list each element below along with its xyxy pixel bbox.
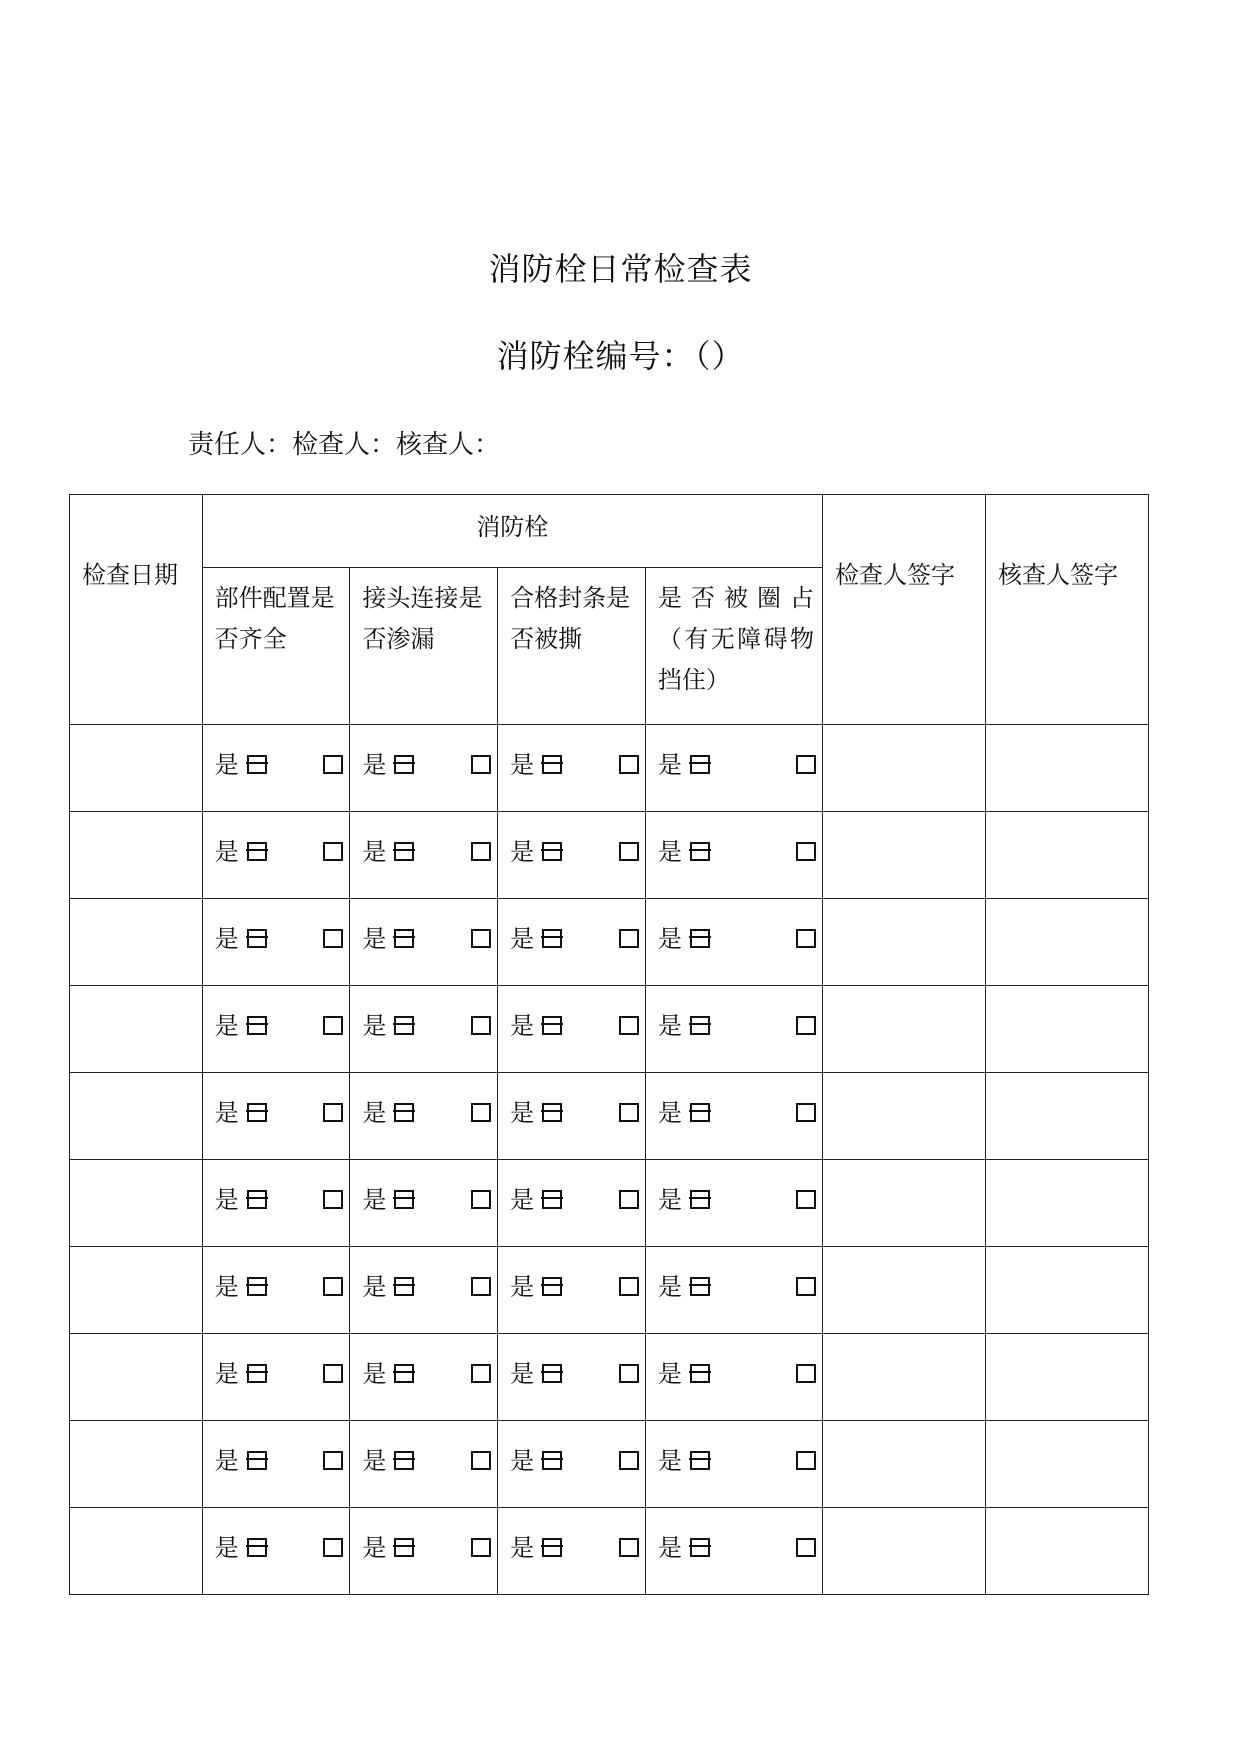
joint-leak-check-cell xyxy=(350,986,498,1073)
components-check-cell xyxy=(202,1160,350,1247)
no-checkbox-icon[interactable] xyxy=(796,1538,816,1557)
no-checkbox-icon[interactable] xyxy=(471,1103,491,1122)
joint-leak-check-cell xyxy=(350,1508,498,1595)
yes-checkbox-icon[interactable] xyxy=(394,842,414,861)
reviewer-sign-cell[interactable] xyxy=(985,1334,1148,1421)
reviewer-sign-cell[interactable] xyxy=(985,899,1148,986)
yes-label: 是 xyxy=(510,1186,535,1214)
no-checkbox-icon[interactable] xyxy=(619,842,639,861)
no-checkbox-icon[interactable] xyxy=(619,755,639,774)
inspector-sign-cell[interactable] xyxy=(823,1247,986,1334)
yes-checkbox-icon[interactable] xyxy=(542,929,562,948)
inspector-sign-cell[interactable] xyxy=(823,899,986,986)
no-checkbox-icon[interactable] xyxy=(619,1364,639,1383)
no-checkbox-icon[interactable] xyxy=(796,1277,816,1296)
no-checkbox-icon[interactable] xyxy=(323,1103,343,1122)
inspector-sign-cell[interactable] xyxy=(823,1508,986,1595)
yes-checkbox-icon[interactable] xyxy=(247,1016,267,1035)
reviewer-sign-cell[interactable] xyxy=(985,1073,1148,1160)
yes-label: 是 xyxy=(657,1273,682,1301)
seal-torn-check-cell xyxy=(498,899,646,986)
inspector-sign-cell[interactable] xyxy=(823,725,986,812)
yes-label: 是 xyxy=(510,1534,535,1562)
inspector-sign-cell[interactable] xyxy=(823,1160,986,1247)
reviewer-sign-cell[interactable] xyxy=(985,986,1148,1073)
yes-label: 是 xyxy=(214,1012,239,1040)
reviewer-sign-header: 核查人签字 xyxy=(985,495,1148,725)
no-checkbox-icon[interactable] xyxy=(323,842,343,861)
date-cell[interactable] xyxy=(70,812,203,899)
no-checkbox-icon[interactable] xyxy=(796,842,816,861)
no-checkbox-icon[interactable] xyxy=(796,929,816,948)
yes-label: 是 xyxy=(657,1099,682,1127)
date-cell[interactable] xyxy=(70,725,203,812)
no-checkbox-icon[interactable] xyxy=(619,1103,639,1122)
yes-label: 是 xyxy=(657,838,682,866)
table-row xyxy=(70,812,1149,899)
reviewer-sign-cell[interactable] xyxy=(985,812,1148,899)
persons-line: 责任人：检查人：核查人： xyxy=(188,430,501,460)
date-cell[interactable] xyxy=(70,986,203,1073)
yes-checkbox-icon[interactable] xyxy=(247,1277,267,1296)
no-checkbox-icon[interactable] xyxy=(471,842,491,861)
joint-leak-check-cell xyxy=(350,725,498,812)
obstruction-check-cell xyxy=(645,1160,822,1247)
yes-label: 是 xyxy=(362,1012,387,1040)
joint-leak-check-cell xyxy=(350,1421,498,1508)
yes-checkbox-icon[interactable] xyxy=(247,1190,267,1209)
obstruction-check-cell xyxy=(645,1508,822,1595)
yes-checkbox-icon[interactable] xyxy=(394,1103,414,1122)
seal-torn-check-cell xyxy=(498,1421,646,1508)
yes-label: 是 xyxy=(214,1534,239,1562)
yes-checkbox-icon[interactable] xyxy=(690,1538,710,1557)
inspector-sign-header: 检查人签字 xyxy=(823,495,986,725)
seal-torn-header: 合格封条是否被撕 xyxy=(498,568,646,725)
yes-checkbox-icon[interactable] xyxy=(247,1103,267,1122)
joint-leak-header: 接头连接是否渗漏 xyxy=(350,568,498,725)
inspector-sign-cell[interactable] xyxy=(823,812,986,899)
date-cell[interactable] xyxy=(70,1421,203,1508)
yes-label: 是 xyxy=(214,1186,239,1214)
reviewer-sign-cell[interactable] xyxy=(985,1508,1148,1595)
yes-checkbox-icon[interactable] xyxy=(247,1451,267,1470)
yes-label: 是 xyxy=(510,1012,535,1040)
yes-checkbox-icon[interactable] xyxy=(247,1538,267,1557)
yes-checkbox-icon[interactable] xyxy=(394,1451,414,1470)
components-check-cell xyxy=(202,1073,350,1160)
yes-label: 是 xyxy=(362,1273,387,1301)
joint-leak-check-cell xyxy=(350,812,498,899)
yes-label: 是 xyxy=(362,751,387,779)
no-checkbox-icon[interactable] xyxy=(471,1451,491,1470)
inspector-sign-cell[interactable] xyxy=(823,986,986,1073)
components-check-cell xyxy=(202,1421,350,1508)
obstruction-check-cell xyxy=(645,899,822,986)
seal-torn-check-cell xyxy=(498,1508,646,1595)
inspection-table xyxy=(69,494,1149,1595)
table-row xyxy=(70,986,1149,1073)
yes-label: 是 xyxy=(362,1534,387,1562)
no-checkbox-icon[interactable] xyxy=(471,1277,491,1296)
inspector-sign-cell[interactable] xyxy=(823,1334,986,1421)
joint-leak-check-cell xyxy=(350,1160,498,1247)
obstruction-check-cell xyxy=(645,1073,822,1160)
components-check-cell xyxy=(202,899,350,986)
yes-label: 是 xyxy=(510,1360,535,1388)
components-check-cell xyxy=(202,986,350,1073)
obstruction-check-cell xyxy=(645,725,822,812)
reviewer-sign-cell[interactable] xyxy=(985,1421,1148,1508)
page-title: 消防栓日常检查表 xyxy=(488,250,753,288)
date-cell[interactable] xyxy=(70,1247,203,1334)
yes-checkbox-icon[interactable] xyxy=(394,1538,414,1557)
yes-checkbox-icon[interactable] xyxy=(247,842,267,861)
no-checkbox-icon[interactable] xyxy=(619,1451,639,1470)
no-checkbox-icon[interactable] xyxy=(323,929,343,948)
yes-label: 是 xyxy=(214,925,239,953)
date-cell[interactable] xyxy=(70,1073,203,1160)
date-cell[interactable] xyxy=(70,899,203,986)
reviewer-sign-cell[interactable] xyxy=(985,1160,1148,1247)
yes-checkbox-icon[interactable] xyxy=(542,1277,562,1296)
components-header: 部件配置是否齐全 xyxy=(202,568,350,725)
inspector-sign-cell[interactable] xyxy=(823,1421,986,1508)
yes-checkbox-icon[interactable] xyxy=(542,1538,562,1557)
obstruction-check-cell xyxy=(645,1247,822,1334)
yes-label: 是 xyxy=(214,1447,239,1475)
components-check-cell xyxy=(202,1334,350,1421)
yes-label: 是 xyxy=(657,751,682,779)
yes-checkbox-icon[interactable] xyxy=(542,1364,562,1383)
no-checkbox-icon[interactable] xyxy=(471,929,491,948)
table-row xyxy=(70,1508,1149,1595)
yes-checkbox-icon[interactable] xyxy=(690,1016,710,1035)
yes-label: 是 xyxy=(214,1273,239,1301)
yes-checkbox-icon[interactable] xyxy=(542,842,562,861)
yes-checkbox-icon[interactable] xyxy=(542,1190,562,1209)
yes-checkbox-icon[interactable] xyxy=(690,1103,710,1122)
joint-leak-check-cell xyxy=(350,1247,498,1334)
date-cell[interactable] xyxy=(70,1160,203,1247)
hydrant-group-header: 消防栓 xyxy=(202,495,822,568)
joint-leak-check-cell xyxy=(350,1073,498,1160)
components-check-cell xyxy=(202,1508,350,1595)
no-checkbox-icon[interactable] xyxy=(796,1451,816,1470)
yes-label: 是 xyxy=(214,1099,239,1127)
inspector-sign-cell[interactable] xyxy=(823,1073,986,1160)
yes-checkbox-icon[interactable] xyxy=(542,1103,562,1122)
no-checkbox-icon[interactable] xyxy=(323,755,343,774)
yes-label: 是 xyxy=(510,1447,535,1475)
yes-label: 是 xyxy=(657,1534,682,1562)
obstruction-check-cell xyxy=(645,812,822,899)
yes-checkbox-icon[interactable] xyxy=(394,1016,414,1035)
yes-checkbox-icon[interactable] xyxy=(394,755,414,774)
seal-torn-check-cell xyxy=(498,986,646,1073)
no-checkbox-icon[interactable] xyxy=(323,1451,343,1470)
no-checkbox-icon[interactable] xyxy=(796,755,816,774)
no-checkbox-icon[interactable] xyxy=(471,1364,491,1383)
no-checkbox-icon[interactable] xyxy=(323,1016,343,1035)
obstruction-header: 是否被圈占（有无障碍物挡住） xyxy=(645,568,822,725)
no-checkbox-icon[interactable] xyxy=(471,755,491,774)
no-checkbox-icon[interactable] xyxy=(619,1538,639,1557)
yes-label: 是 xyxy=(657,1186,682,1214)
yes-checkbox-icon[interactable] xyxy=(690,755,710,774)
yes-checkbox-icon[interactable] xyxy=(690,842,710,861)
yes-label: 是 xyxy=(362,838,387,866)
yes-label: 是 xyxy=(657,1360,682,1388)
table-row xyxy=(70,1160,1149,1247)
yes-label: 是 xyxy=(362,1186,387,1214)
date-header: 检查日期 xyxy=(70,495,203,725)
yes-checkbox-icon[interactable] xyxy=(394,1190,414,1209)
date-cell[interactable] xyxy=(70,1508,203,1595)
yes-checkbox-icon[interactable] xyxy=(690,1451,710,1470)
no-checkbox-icon[interactable] xyxy=(323,1190,343,1209)
table-row xyxy=(70,725,1149,812)
seal-torn-check-cell xyxy=(498,1160,646,1247)
yes-label: 是 xyxy=(510,751,535,779)
components-check-cell xyxy=(202,812,350,899)
yes-label: 是 xyxy=(657,1012,682,1040)
no-checkbox-icon[interactable] xyxy=(323,1277,343,1296)
yes-checkbox-icon[interactable] xyxy=(247,929,267,948)
seal-torn-check-cell xyxy=(498,812,646,899)
yes-label: 是 xyxy=(510,1099,535,1127)
components-check-cell xyxy=(202,1247,350,1334)
no-checkbox-icon[interactable] xyxy=(619,929,639,948)
yes-checkbox-icon[interactable] xyxy=(542,1016,562,1035)
no-checkbox-icon[interactable] xyxy=(796,1364,816,1383)
hydrant-number-line: 消防栓编号：（） xyxy=(496,337,745,375)
yes-checkbox-icon[interactable] xyxy=(690,1190,710,1209)
seal-torn-check-cell xyxy=(498,1247,646,1334)
header-row-1 xyxy=(70,495,1149,568)
table-row xyxy=(70,899,1149,986)
yes-label: 是 xyxy=(362,925,387,953)
seal-torn-check-cell xyxy=(498,1334,646,1421)
no-checkbox-icon[interactable] xyxy=(796,1103,816,1122)
date-cell[interactable] xyxy=(70,1334,203,1421)
yes-label: 是 xyxy=(214,1360,239,1388)
no-checkbox-icon[interactable] xyxy=(796,1016,816,1035)
yes-checkbox-icon[interactable] xyxy=(394,1277,414,1296)
no-checkbox-icon[interactable] xyxy=(323,1364,343,1383)
yes-label: 是 xyxy=(657,925,682,953)
no-checkbox-icon[interactable] xyxy=(796,1190,816,1209)
yes-label: 是 xyxy=(510,925,535,953)
yes-checkbox-icon[interactable] xyxy=(542,1451,562,1470)
no-checkbox-icon[interactable] xyxy=(619,1190,639,1209)
table-row xyxy=(70,1247,1149,1334)
no-checkbox-icon[interactable] xyxy=(619,1016,639,1035)
yes-label: 是 xyxy=(510,1273,535,1301)
joint-leak-check-cell xyxy=(350,1334,498,1421)
yes-label: 是 xyxy=(657,1447,682,1475)
components-check-cell xyxy=(202,725,350,812)
no-checkbox-icon[interactable] xyxy=(471,1190,491,1209)
table-row xyxy=(70,1334,1149,1421)
yes-checkbox-icon[interactable] xyxy=(247,755,267,774)
yes-checkbox-icon[interactable] xyxy=(690,1364,710,1383)
yes-checkbox-icon[interactable] xyxy=(690,929,710,948)
no-checkbox-icon[interactable] xyxy=(471,1538,491,1557)
yes-label: 是 xyxy=(214,838,239,866)
table-row xyxy=(70,1073,1149,1160)
yes-label: 是 xyxy=(362,1360,387,1388)
table-row xyxy=(70,1421,1149,1508)
yes-checkbox-icon[interactable] xyxy=(542,755,562,774)
yes-label: 是 xyxy=(214,751,239,779)
reviewer-sign-cell[interactable] xyxy=(985,1247,1148,1334)
reviewer-sign-cell[interactable] xyxy=(985,725,1148,812)
obstruction-check-cell xyxy=(645,1421,822,1508)
table-body xyxy=(70,725,1149,1595)
yes-checkbox-icon[interactable] xyxy=(394,1364,414,1383)
yes-checkbox-icon[interactable] xyxy=(690,1277,710,1296)
yes-checkbox-icon[interactable] xyxy=(247,1364,267,1383)
joint-leak-check-cell xyxy=(350,899,498,986)
no-checkbox-icon[interactable] xyxy=(471,1016,491,1035)
no-checkbox-icon[interactable] xyxy=(323,1538,343,1557)
seal-torn-check-cell xyxy=(498,725,646,812)
no-checkbox-icon[interactable] xyxy=(619,1277,639,1296)
obstruction-check-cell xyxy=(645,986,822,1073)
yes-label: 是 xyxy=(510,838,535,866)
yes-checkbox-icon[interactable] xyxy=(394,929,414,948)
seal-torn-check-cell xyxy=(498,1073,646,1160)
yes-label: 是 xyxy=(362,1447,387,1475)
obstruction-check-cell xyxy=(645,1334,822,1421)
yes-label: 是 xyxy=(362,1099,387,1127)
